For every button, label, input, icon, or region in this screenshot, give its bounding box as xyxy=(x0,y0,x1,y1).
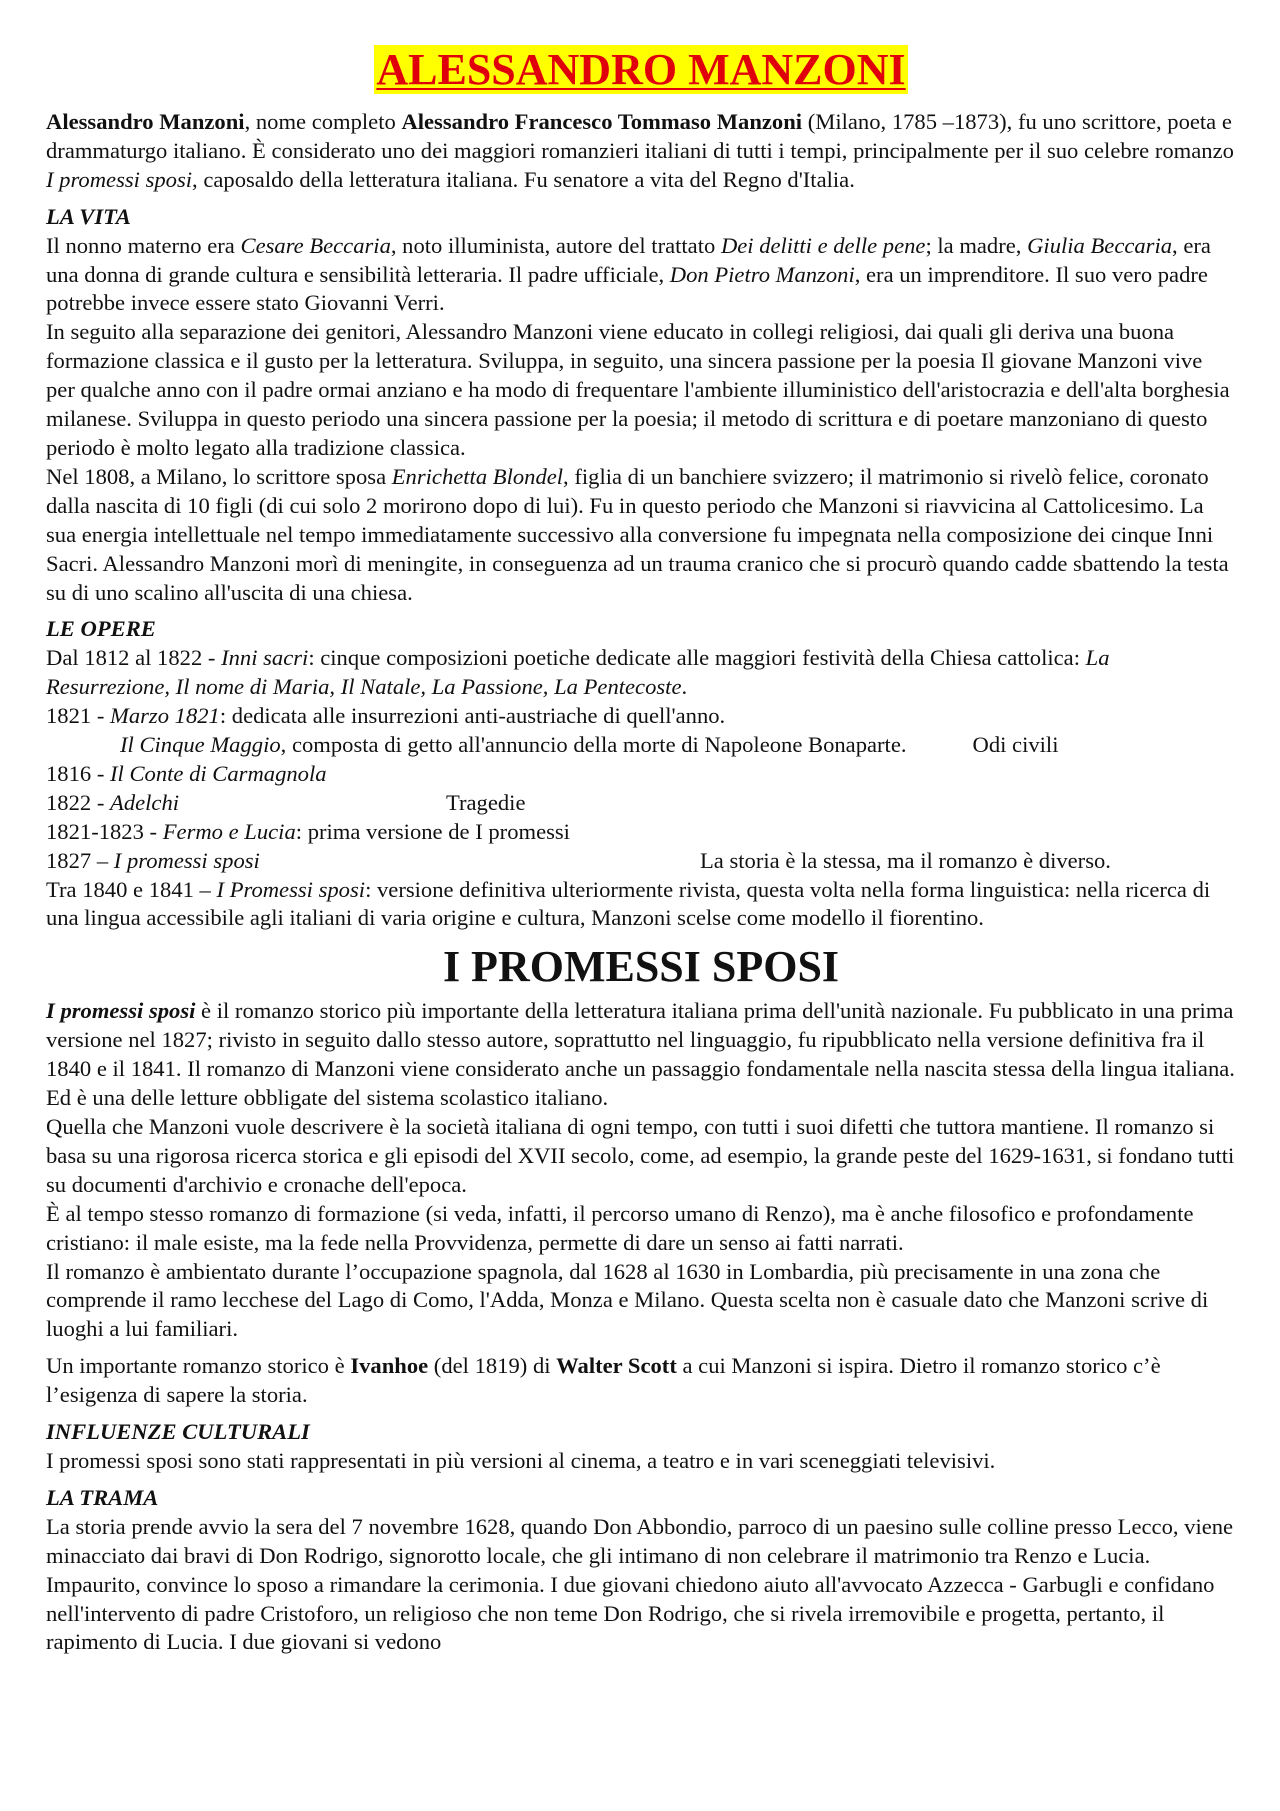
opere-adelchi xyxy=(46,789,1236,818)
intro-text-2: (Milano, 1785 –1873), fu uno scrittore, poeta e drammaturgo italiano. È considerato uno dei maggiori romanzieri italiani di tutti i tempi, principalmente per il suo celebre romanzo xyxy=(46,109,1234,163)
opere-carmagnola xyxy=(46,760,1236,789)
opere-cinque-title: Il Cinque Maggio xyxy=(120,732,281,758)
vita-p1-giulia: Giulia Beccaria xyxy=(1027,232,1173,258)
intro-name: Alessandro Manzoni xyxy=(46,109,245,134)
influenze-paragraph: I promessi sposi sono stati rappresentati in più versioni al cinema, a teatro e in vari sceneggiati televisivi. xyxy=(46,1447,996,1473)
intro-fullname: Alessandro Francesco Tommaso Manzoni xyxy=(401,109,803,134)
intro-text-1: , nome completo xyxy=(244,109,402,134)
opere-fermo-title: Fermo e Lucia xyxy=(162,818,296,844)
opere-sposi1840-a: Tra 1840 e 1841 – xyxy=(46,876,217,902)
opere-adelchi-title: Adelchi xyxy=(110,789,180,815)
promessi-paragraph-4: Il romanzo è ambientato durante l’occupazione spagnola, dal 1628 al 1630 in Lombardia, più precisamente in una zona che comprende il ramo lecchese del Lago di Como, l'Adda, Monza e Milano. Questa scelta non è casuale dato che Manzoni scrive di luoghi a lui familiari. xyxy=(46,1258,1209,1342)
vita-p1-b: , noto illuminista, autore del trattato xyxy=(390,232,721,258)
intro-text-3: , caposaldo della letteratura italiana. Fu senatore a vita del Regno d'Italia. xyxy=(192,166,855,192)
opere-sposi1827-a: 1827 – xyxy=(46,847,114,873)
trama-paragraph: La storia prende avvio la sera del 7 novembre 1628, quando Don Abbondio, parroco di un paesino sulle colline presso Lecco, viene minacciato dai bravi di Don Rodrigo, signorotto locale, che gli intimano di non celebrare il matrimonio tra Renzo e Lucia. Impaurito, convince lo sposo a rimandare la cerimonia. I due giovani chiedono aiuto all'avvocato Azzecca - Garbugli e confidano nell'intervento di padre Cristoforo, un religioso che non teme Don Rodrigo, che si rivela irremovibile e progetta, pertanto, il rapimento di Lucia. I due giovani si vedono xyxy=(46,1513,1234,1655)
intro-book: I promessi sposi xyxy=(46,166,193,192)
promessi-paragraph-3: È al tempo stesso romanzo di formazione (si veda, infatti, il percorso umano di Renzo), ma è anche filosofico e profondamente cristiano: il male esiste, ma la fede nella Provvidenza, permette di dare un senso ai fatti narrati. xyxy=(46,1200,1194,1255)
vita-p1-c: ; la madre, xyxy=(925,232,1028,258)
vita-p3-a: Nel 1808, a Milano, lo scrittore sposa xyxy=(46,463,392,489)
opere-inni xyxy=(46,644,1236,702)
vita-p1-a: Il nonno materno era xyxy=(46,232,241,258)
vita-p1-beccaria: Cesare Beccaria xyxy=(240,232,391,258)
opere-inni-c: . xyxy=(681,674,688,700)
opere-sposi-1827-left xyxy=(46,847,700,876)
opere-sposi1840-title: I Promessi sposi xyxy=(216,876,366,902)
vita-paragraph-2: In seguito alla separazione dei genitori, Alessandro Manzoni viene educato in collegi religiosi, dai quali gli deriva una buona formazione classica e il gusto per la letteratura. Sviluppa, in seguito, una sincera passione per la poesia Il giovane Manzoni vive per qualche anno con il padre ormai anziano e ha modo di frequentare l'ambiente illuministico dell'aristocrazia e dell'alta borghesia milanese. Sviluppa in questo periodo una sincera passione per la poesia; il metodo di scrittura e di poetare manzoniano di questo periodo è molto legato alla tradizione classica. xyxy=(46,319,1230,460)
intro-paragraph xyxy=(46,108,1236,195)
opere-adelchi-a: 1822 - xyxy=(46,789,111,815)
section-heading-opere: LE OPERE xyxy=(46,616,156,642)
opere-carmagnola-a: 1816 - xyxy=(46,760,111,786)
opere-sposi-1840 xyxy=(46,876,1236,934)
vita-p1-e: , era un imprenditore. Il suo vero padre potrebbe invece essere stato Giovanni Verri. xyxy=(46,261,1208,316)
opere-cinque-maggio xyxy=(46,731,1236,760)
promessi-p5-b: (del 1819) di xyxy=(428,1353,557,1379)
opere-inni-list: La Resurrezione, Il nome di Maria, Il Natale, La Passione, La Pentecoste xyxy=(46,645,1110,700)
opere-note-tragedie: Tragedie xyxy=(446,789,526,815)
opere-marzo-b: : dedicata alle insurrezioni anti-austriache di quell'anno. xyxy=(219,703,726,729)
promessi-paragraph-2: Quella che Manzoni vuole descrivere è la società italiana di ogni tempo, con tutti i suoi difetti che tuttora mantiene. Il romanzo si basa su una rigorosa ricerca storica e gli episodi del XVII secolo, come, ad esempio, la grande peste del 1629-1631, si fondano tutti su documenti d'archivio e cronache dell'epoca. xyxy=(46,1114,1235,1197)
opere-marzo-title: Marzo 1821 xyxy=(110,703,220,729)
opere-carmagnola-title: Il Conte di Carmagnola xyxy=(110,760,327,786)
promessi-p1-book: I promessi sposi xyxy=(46,998,196,1024)
opere-fermo-a: 1821-1823 - xyxy=(46,818,163,844)
vita-p1-d: , era una donna di grande cultura e sensibilità letteraria. Il padre ufficiale, xyxy=(46,232,1211,287)
opere-inni-title: Inni sacri xyxy=(221,645,309,671)
vita-p1-trattato: Dei delitti e delle pene xyxy=(720,232,926,258)
promessi-p1-a: è il romanzo storico più importante della letteratura italiana prima dell'unità nazionale. Fu pubblicato in una prima versione nel 1827; rivisto in seguito dallo stesso autore, soprattutto nel linguaggio, fu ripubblicato nella versione definitiva fra il 1840 e il 1841. Il romanzo di Manzoni viene considerato anche un passaggio fondamentale nella nascita stessa della lingua italiana. Ed è una delle letture obbligate del sistema scolastico italiano. xyxy=(46,998,1235,1111)
promessi-p5-a: Un importante romanzo storico è xyxy=(46,1353,351,1379)
vita-p1-pietro: Don Pietro Manzoni xyxy=(669,261,855,287)
opere-marzo xyxy=(46,702,1236,731)
promessi-p5-scott: Walter Scott xyxy=(556,1353,677,1379)
promessi-paragraph-5 xyxy=(46,1352,1236,1410)
opere-note-storia: La storia è la stessa, ma il romanzo è diverso. xyxy=(700,847,1111,873)
opere-sposi-1827 xyxy=(46,847,1236,876)
title-highlight: ALESSANDRO MANZONI xyxy=(376,45,906,94)
vita-p3-enrichetta: Enrichetta Blondel xyxy=(391,463,564,489)
opere-inni-a: Dal 1812 al 1822 - xyxy=(46,645,222,671)
opere-adelchi-left xyxy=(46,789,446,818)
opere-inni-b: : cinque composizioni poetiche dedicate alle maggiori festività della Chiesa cattolica: xyxy=(308,645,1086,671)
promessi-p5-c: a cui Manzoni si ispira. Dietro il romanzo storico c’è l’esigenza di sapere la storia. xyxy=(46,1353,1161,1408)
opere-note-odi-civili: Odi civili xyxy=(972,732,1059,758)
section-heading-influenze: INFLUENZE CULTURALI xyxy=(46,1419,310,1445)
opere-sposi1827-title: I promessi sposi xyxy=(113,847,260,873)
opere-sposi1840-b: : versione definitiva ulteriormente rivista, questa volta nella forma linguistica: nella ricerca di una lingua accessibile agli italiani di varia origine e cultura, Manzoni scelse come modello il fiorentino. xyxy=(46,876,1211,931)
promessi-paragraph-1 xyxy=(46,997,1236,1113)
section-heading-vita: LA VITA xyxy=(46,203,131,229)
vita-paragraph-3 xyxy=(46,463,1236,608)
vita-p3-b: , figlia di un banchiere svizzero; il matrimonio si rivelò felice, coronato dalla nascita di 10 figli (di cui solo 2 morirono dopo di lui). Fu in questo periodo che Manzoni si riavvicina al Cattolicesimo. La sua energia intellettuale nel tempo immediatamente successivo alla conversione fu impegnata nella composizione dei cinque Inni Sacri. Alessandro Manzoni morì di meningite, in conseguenza ad un trauma cranico che si procurò quando cadde sbattendo la testa su di uno scalino all'uscita di una chiesa. xyxy=(46,463,1229,605)
vita-paragraph-1 xyxy=(46,232,1236,319)
promessi-p5-ivanhoe: Ivanhoe xyxy=(350,1353,429,1379)
document-title xyxy=(46,40,1236,100)
opere-cinque-b: , composta di getto all'annuncio della morte di Napoleone Bonaparte. xyxy=(280,732,907,758)
section-heading-trama: LA TRAMA xyxy=(46,1484,159,1510)
opere-fermo xyxy=(46,818,1236,847)
section-title-promessi-sposi: I PROMESSI SPOSI xyxy=(442,942,840,992)
opere-marzo-a: 1821 - xyxy=(46,703,111,729)
opere-fermo-b: : prima versione de I promessi xyxy=(295,818,570,844)
